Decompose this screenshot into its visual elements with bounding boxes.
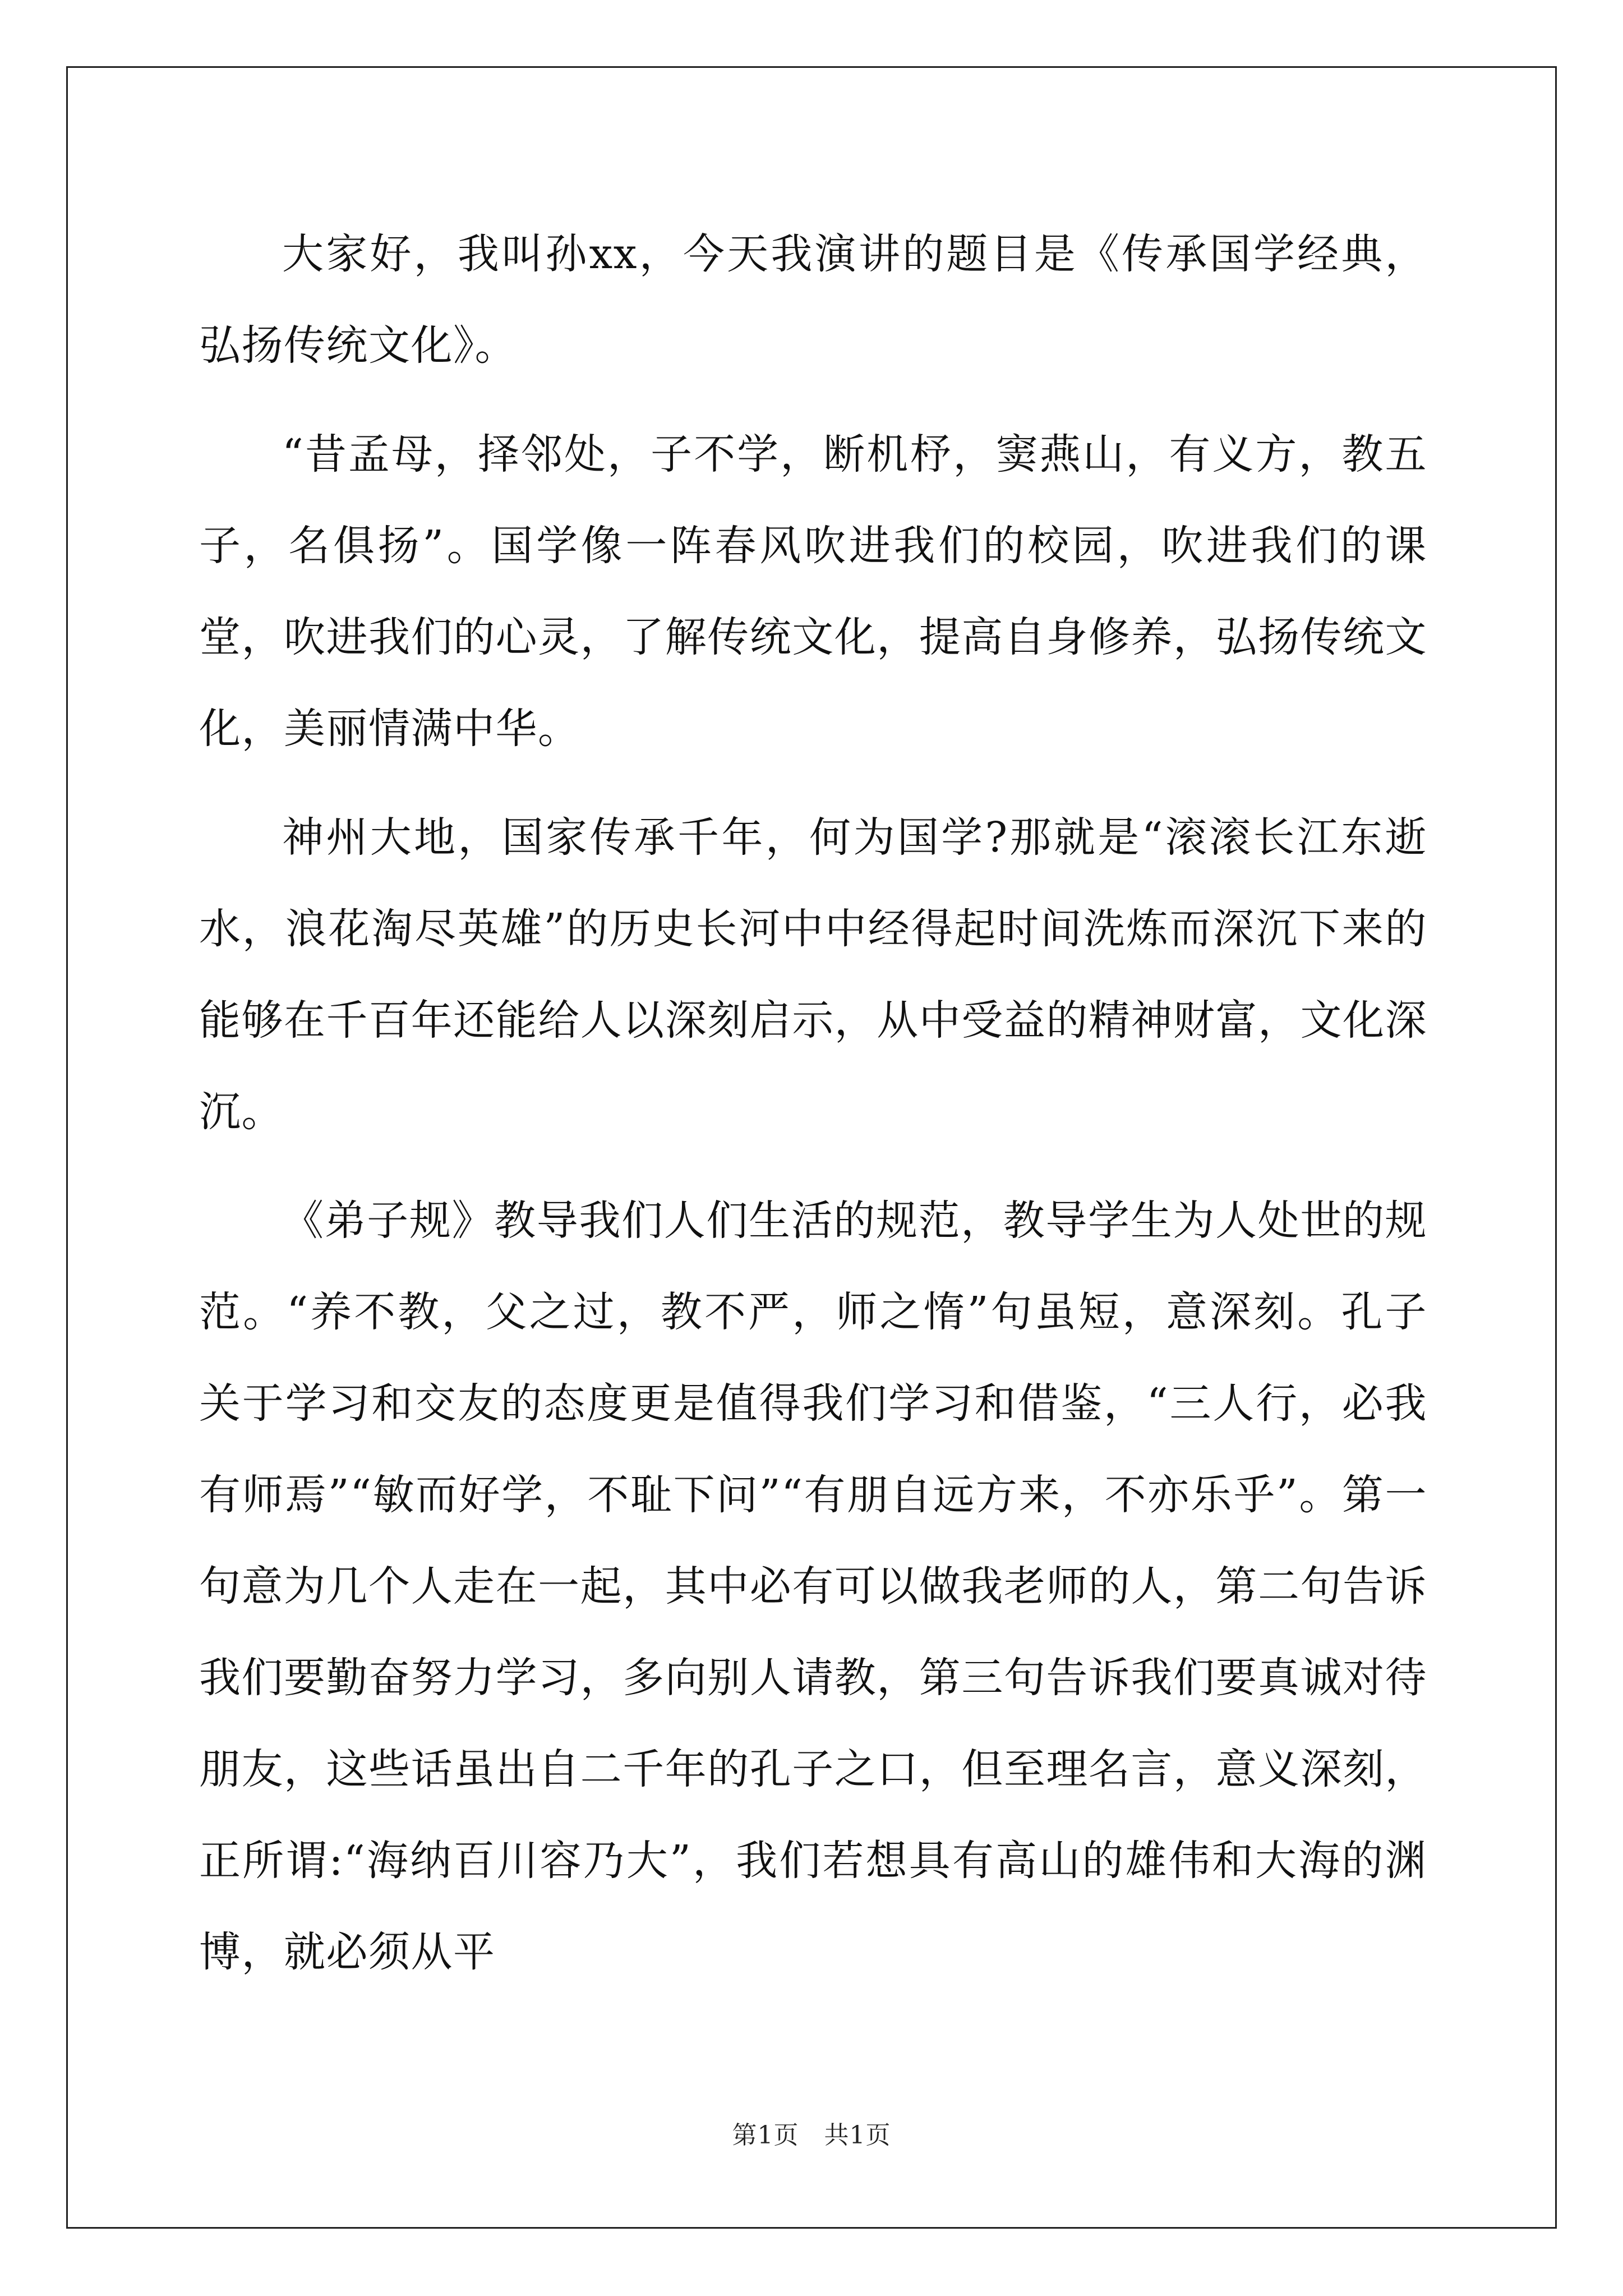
paragraph-2: “昔孟母，择邻处，子不学，断机杼，窦燕山，有义方，教五子，名俱扬”。国学像一阵春风吹进我们的校园，吹进我们的课堂，吹进我们的心灵，了解传统文化，提高自身修养，弘扬传统文化，美丽情满中华。 [199, 430, 1427, 753]
paragraph-3: 神州大地，国家传承千年，何为国学?那就是“滚滚长江东逝水，浪花淘尽英雄”的历史长河中中经得起时间洗炼而深沉下来的能够在千百年还能给人以深刻启示，从中受益的精神财富，文化深沉。 [199, 813, 1427, 1136]
page-number-footer: 第1页 共1页 [732, 2121, 891, 2150]
paragraph-1: 大家好，我叫孙xx，今天我演讲的题目是《传承国学经典，弘扬传统文化》。 [199, 230, 1427, 370]
document-body [199, 209, 1427, 2016]
paragraph-4: 《弟子规》教导我们人们生活的规范，教导学生为人处世的规范。“养不教，父之过，教不严，师之惰”句虽短，意深刻。孔子关于学习和交友的态度更是值得我们学习和借鉴，“三人行，必我有师焉”“敏而好学，不耻下问”“有朋自远方来，不亦乐乎”。第一句意为几个人走在一起，其中必有可以做我老师的人，第二句告诉我们要勤奋努力学习，多向别人请教，第三句告诉我们要真诚对待朋友，这些话虽出自二千年的孔子之口，但至理名言，意义深刻，正所谓:“海纳百川容乃大”，我们若想具有高山的雄伟和大海的渊博，就必须从平 [199, 1197, 1427, 1976]
